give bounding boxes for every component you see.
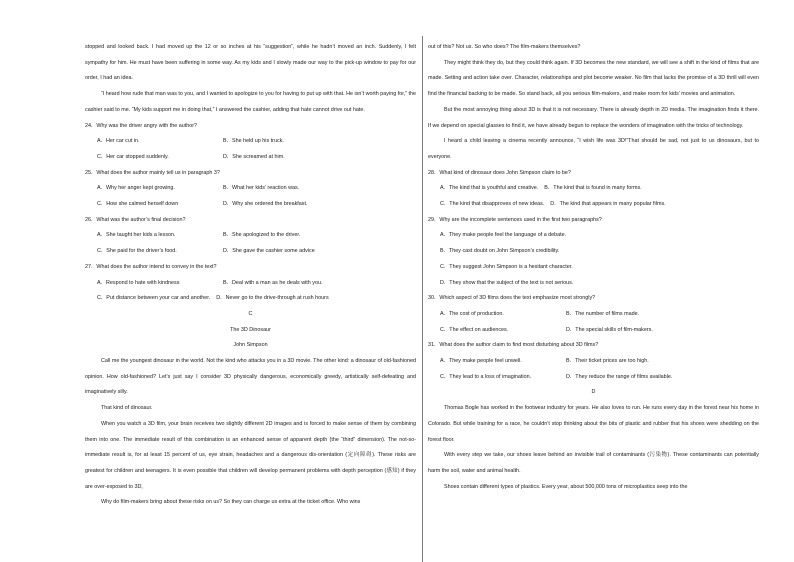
question-25: 25．What does the author mainly tell us in paragraph 3?: [85, 169, 220, 176]
options-row: [85, 228, 416, 244]
paragraph: out of this? Not us. So who does? The film-makers themselves?: [428, 44, 581, 50]
paragraph: Call me the youngest dinosaur in the world. Not the kind who attacks you in a 3D movie. The other kind: a dinosaur of old-fashioned opinion. How old-fashioned? Let’s just say I consider 3D physically dangerous, economically greedy, artistically self-defeating and imaginatively silly.: [85, 358, 416, 396]
option-d: D．She screamed at him.: [223, 153, 285, 160]
right-column: [428, 40, 759, 562]
options-row: [85, 276, 416, 292]
options-row: [428, 323, 759, 339]
paragraph: “I heard how rude that man was to you, and I wanted to apologize to you for having to put up with that. He isn’t worth paying for,” the cashier said to me. “My kids support me in doing that,” I answered the cashier, adding that hate cannot drive out hate.: [85, 91, 416, 113]
option-a: A．She taught her kids a lesson.: [97, 232, 176, 239]
paragraph: Why do film-makers bring about these risks on us? So they can charge us extra at the ticket office. Who wins: [101, 499, 361, 506]
paragraph: When you watch a 3D film, your brain receives two slightly different 2D images and is forced to make sense of them by combining them into one. The immediate result of this combination is an enhanced sense of apparent depth (the “third” dimension). The not-so-immediate result is, for at least 15 percent of us, eye strain, headaches and a dangerous dis-orientation (定向障碍). These risks are greatest for children and teenagers. It is even possible that children will develop permanent problems with depth perception (感知) if they are over-exposed to 3D。: [85, 420, 416, 490]
option-a: A．Respond to hate with kindness: [97, 279, 180, 286]
option-d: D．She gave the cashier some advice: [223, 248, 315, 255]
option-c: C．Her car stopped suddenly.: [97, 153, 169, 160]
option-d: D．They show that the subject of the text is not serious.: [440, 279, 574, 286]
option-c: C．The effect on audiences.: [440, 326, 509, 333]
option-a: A．The kind that is youthful and creative.: [440, 185, 539, 192]
left-column: [85, 40, 416, 562]
options-row: [428, 307, 759, 323]
options-row: [428, 370, 759, 386]
options-row: [85, 197, 416, 213]
option-b: B．What her kids’ reaction was.: [223, 185, 300, 192]
options-row: [85, 150, 416, 166]
option-b: B．They cast doubt on John Simpson’s credibility.: [440, 248, 560, 255]
option-c: C．They lead to a loss of imagination.: [440, 373, 532, 380]
question-26: 26．What was the author’s final decision?: [85, 216, 186, 223]
question-31: 31．What does the author claim to find most disturbing about 3D films?: [428, 342, 599, 349]
option-d: D．Never go to the drive-through at rush hours: [216, 295, 329, 302]
question-24: 24．Why was the driver angry with the author?: [85, 122, 198, 129]
paragraph: I heard a child leaving a cinema recently announce, “I wish life was 3D!”That should be sad, not just to us dinosaurs, but to everyone.: [428, 138, 759, 160]
options-row: [428, 181, 759, 197]
options-row: [85, 291, 416, 307]
option-b: B．She held up his truck.: [223, 138, 284, 145]
option-d: D．The kind that appears in many popular films.: [550, 201, 666, 208]
section-letter: C: [248, 310, 253, 317]
option-d: D．The special skills of film-makers.: [566, 326, 653, 333]
option-d: D．They reduce the range of films available.: [566, 373, 673, 380]
option-c: C．She paid for the driver’s food.: [97, 248, 177, 255]
paragraph: That kind of dinosaur.: [101, 405, 153, 412]
option-c: C．How she calmed herself down: [97, 201, 179, 208]
paragraph: But the most annoying thing about 3D is that it is not necessary. There is already depth in 2D media. The imagination finds it there. If we depend on special glasses to find it, we have already begun to replace the wonders of imagination with the tricks of technology.: [428, 106, 759, 129]
option-a: A．Why her anger kept growing.: [97, 185, 175, 192]
options-row: [428, 197, 759, 213]
question-28: 28．What kind of dinosaur does John Simpson claim to be?: [428, 169, 571, 176]
options-row: [85, 244, 416, 260]
paragraph: Thomas Bogle has worked in the footwear industry for years. He also loves to run. He runs every day in the forest near his home in Colorado. But while training for a race, he couldn’t stop thinking about the bits of plastic and rubber that his shoes were shedding on the forest floor.: [428, 405, 759, 443]
option-b: B．The kind that is found in many forms.: [544, 185, 642, 192]
option-a: A．The cost of production.: [440, 310, 504, 317]
options-row: [428, 354, 759, 370]
option-b: B．She apologized to the driver.: [223, 232, 301, 239]
option-d: D．Why she ordered the breakfast.: [223, 201, 308, 208]
column-divider: [422, 36, 423, 562]
option-a: A．Her car cut in.: [97, 138, 140, 145]
option-c: C．Put distance between your car and another.: [97, 295, 211, 302]
paragraph: Shoes contain different types of plastics. Every year, about 500,000 tons of microplastics seep into the: [444, 483, 688, 490]
paragraph: With every step we take, our shoes leave behind an invisible trail of contaminants (污染物). These contaminants can potentially harm the soil, water and animal health.: [428, 452, 759, 474]
options-row: [85, 181, 416, 197]
option-b: B．Deal with a man as he deals with you.: [223, 279, 323, 286]
section-letter: D: [591, 389, 596, 396]
option-c: C．They suggest John Simpson is a hesitant character.: [440, 263, 573, 270]
question-30: 30．Which aspect of 3D films does the text emphasize most strongly?: [428, 295, 596, 302]
paragraph: stopped and looked back. I had moved up the 12 or so inches at his “suggestion”, while he hadn’t moved an inch. Suddenly, I felt sympathy for him. He must have been suffering in some way. As my kids and I slowly made our way to the pick-up window to pay for our order, I had an idea.: [85, 44, 416, 82]
option-a: A．They make people feel the language of a debate.: [440, 232, 567, 239]
option-c: C．The kind that disapproves of new ideas.: [440, 201, 545, 208]
article-author: John Simpson: [233, 342, 268, 349]
option-b: B．Their ticket prices are too high.: [566, 358, 649, 365]
option-b: B．The number of films made.: [566, 310, 640, 317]
question-29: 29．Why are the incomplete sentences used in the first two paragraphs?: [428, 216, 602, 223]
options-row: [85, 134, 416, 150]
question-27: 27．What does the author intend to convey in the text?: [85, 263, 217, 270]
article-title: The 3D Dinosaur: [230, 326, 271, 333]
option-a: A．They make people feel unwell.: [440, 358, 522, 365]
paragraph: They might think they do, but they could think again. If 3D becomes the new standard, we will see a shift in the kind of films that are made. Setting and action take over. Character, relationships and plot become weaker. No film that lacks the promise of a 3D thrill will even find the financial backing to be made. So stand back, all you serious film-makers, and make room for kids’ movies and animation.: [428, 59, 759, 98]
